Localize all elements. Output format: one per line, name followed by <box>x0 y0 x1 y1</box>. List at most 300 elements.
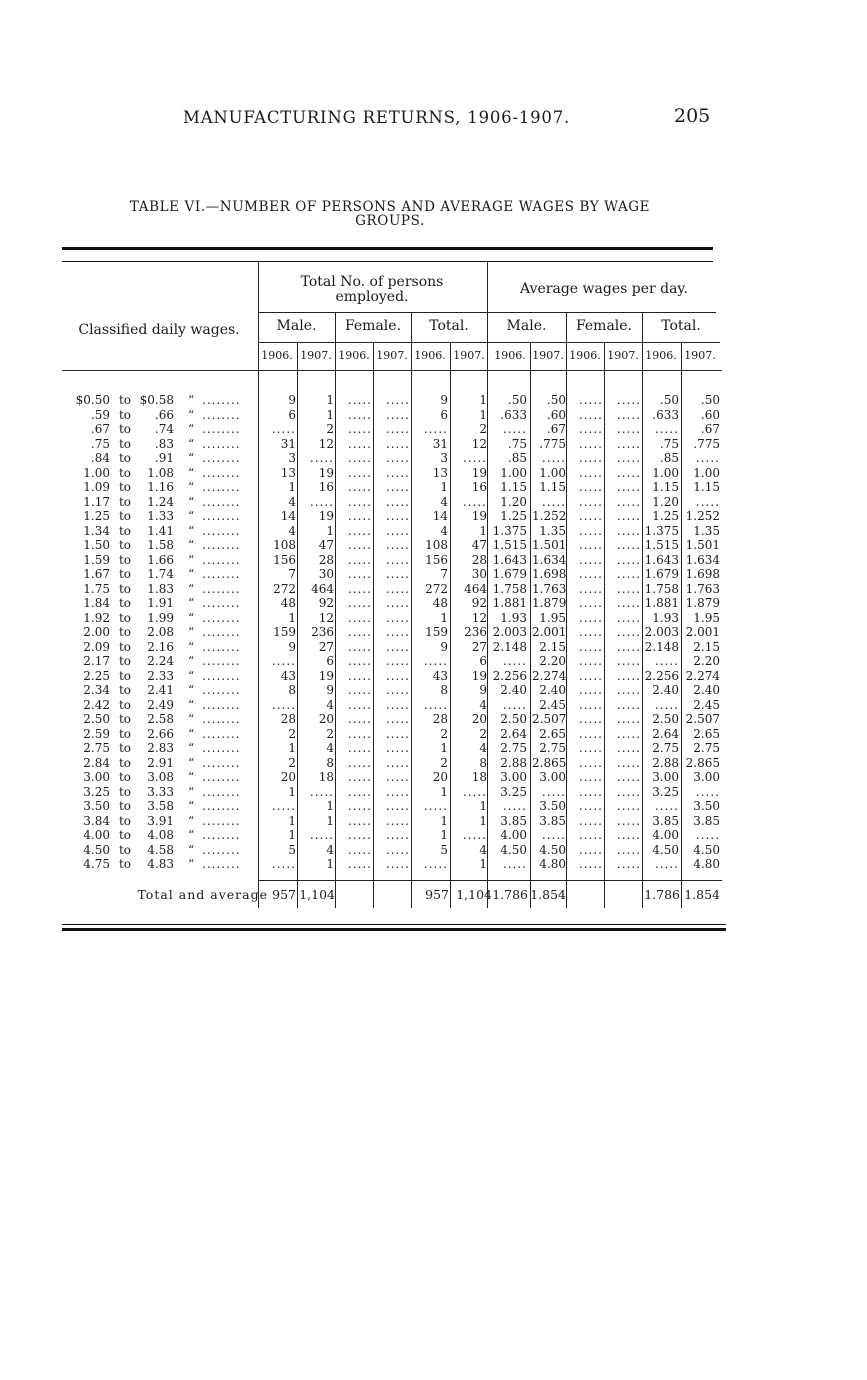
cell-f07: ..... <box>385 567 410 581</box>
wage-from: 2.50 <box>83 712 110 726</box>
cell-wm06: .50 <box>507 393 527 407</box>
ditto-mark: “ <box>188 422 195 436</box>
total-wt06: 1.786 <box>644 887 680 902</box>
wage-from: 1.59 <box>83 552 110 567</box>
cell-wt06: .75 <box>659 436 679 451</box>
wage-upper: 3.08 <box>147 770 174 784</box>
cell-m07: 20 <box>318 712 334 726</box>
leader-dots: ........ <box>202 596 241 610</box>
cell-wf06: ..... <box>578 552 603 567</box>
ditto-mark: “ <box>188 828 195 842</box>
cell-t07: 19 <box>471 668 487 683</box>
cell-m06: 31 <box>280 436 296 451</box>
cell-wt06: 3.25 <box>652 784 679 799</box>
cell-wf06: ..... <box>578 828 603 842</box>
cell-wt06: 2.003 <box>644 625 679 639</box>
cell-wt06: 2.256 <box>644 668 679 683</box>
cell-wf06: ..... <box>578 480 603 494</box>
ditto-mark: “ <box>188 813 195 828</box>
sub-header-wage-male: Male. <box>506 318 547 334</box>
cell-wf07: ..... <box>616 494 641 509</box>
leader-dots: ........ <box>202 465 241 480</box>
leader-dots: ........ <box>202 828 241 842</box>
cell-t06: 13 <box>432 465 448 480</box>
leader-dots: ........ <box>202 509 241 523</box>
cell-wm06: 1.643 <box>492 552 527 567</box>
cell-wm06: 4.00 <box>500 828 527 842</box>
cell-m07: 1 <box>326 523 334 538</box>
cell-f07: ..... <box>385 755 410 770</box>
ditto-mark: “ <box>188 393 195 407</box>
ditto-mark: “ <box>188 842 195 857</box>
leader-dots: ........ <box>202 755 241 770</box>
cell-m06: 108 <box>273 538 296 552</box>
wage-from: 3.50 <box>83 799 110 813</box>
leader-dots: ........ <box>202 726 241 741</box>
sub-header-wage-female: Female. <box>575 318 633 334</box>
cell-f06: ..... <box>347 436 372 451</box>
ditto-mark: “ <box>188 581 195 596</box>
cell-f06: ..... <box>347 407 372 422</box>
cell-wm06: 2.75 <box>500 741 527 755</box>
page-number: 205 <box>674 105 711 127</box>
ditto-mark: “ <box>188 465 195 480</box>
cell-m06: ..... <box>271 857 296 871</box>
cell-m07: 92 <box>318 596 334 610</box>
cell-wt06: ..... <box>654 654 679 668</box>
cell-wt07: 1.763 <box>685 581 720 596</box>
cell-t06: 1 <box>440 480 448 494</box>
wage-to: to <box>118 494 132 509</box>
ditto-mark: “ <box>188 654 195 668</box>
cell-f06: ..... <box>347 857 372 871</box>
cell-wt06: 1.25 <box>652 509 679 523</box>
ditto-mark: “ <box>188 697 195 712</box>
cell-t06: ..... <box>423 654 448 668</box>
wage-upper: 4.58 <box>147 842 174 857</box>
cell-t07: 1 <box>479 407 487 422</box>
leader-dots: ........ <box>202 407 241 422</box>
cell-t06: 14 <box>432 509 448 523</box>
wage-from: 1.92 <box>83 610 110 625</box>
cell-wm07: 1.00 <box>539 465 566 480</box>
cell-m07: 8 <box>326 755 334 770</box>
cell-wt07: ..... <box>695 828 720 842</box>
cell-m06: 8 <box>288 683 296 697</box>
cell-wt07: 1.15 <box>693 480 720 494</box>
cell-t07: 2 <box>479 422 487 436</box>
wage-from: 1.50 <box>83 538 110 552</box>
wage-upper: 2.91 <box>147 755 174 770</box>
cell-wt07: 3.50 <box>693 799 720 813</box>
total-line-top <box>258 880 722 881</box>
cell-t07: 1 <box>479 393 487 407</box>
cell-f06: ..... <box>347 755 372 770</box>
wage-upper: 1.83 <box>147 581 174 596</box>
cell-m07: 236 <box>311 625 334 639</box>
cell-f06: ..... <box>347 813 372 828</box>
cell-t06: 272 <box>425 581 448 596</box>
ditto-mark: “ <box>188 538 195 552</box>
cell-wt07: 2.75 <box>693 741 720 755</box>
cell-f07: ..... <box>385 683 410 697</box>
ditto-mark: “ <box>188 712 195 726</box>
wage-upper: 2.16 <box>147 639 174 654</box>
wage-from: 2.25 <box>83 668 110 683</box>
ditto-mark: “ <box>188 451 195 465</box>
cell-wm07: ..... <box>541 784 566 799</box>
cell-wt06: 2.88 <box>652 755 679 770</box>
cell-f07: ..... <box>385 407 410 422</box>
cell-t06: 5 <box>440 842 448 857</box>
leader-dots: ........ <box>202 799 241 813</box>
wage-to: to <box>118 509 132 523</box>
wage-to: to <box>118 741 132 755</box>
cell-wt07: .775 <box>693 436 720 451</box>
wage-upper: 2.08 <box>147 625 174 639</box>
cell-m07: ..... <box>309 828 334 842</box>
cell-wt07: 1.879 <box>685 596 720 610</box>
cell-m06: 4 <box>288 494 296 509</box>
wage-upper: 1.58 <box>147 538 174 552</box>
cell-wm07: 2.274 <box>532 668 567 683</box>
wage-to: to <box>118 407 132 422</box>
wage-to: to <box>118 712 132 726</box>
cell-t06: ..... <box>423 422 448 436</box>
cell-wf06: ..... <box>578 509 603 523</box>
cell-t06: 1 <box>440 610 448 625</box>
total-t07: 1,104 <box>456 887 492 902</box>
cell-wt06: 3.85 <box>652 813 679 828</box>
cell-wt07: 4.80 <box>693 857 720 871</box>
cell-wt07: 2.65 <box>693 726 720 741</box>
cell-f07: ..... <box>385 422 410 436</box>
cell-wm06: 2.003 <box>492 625 527 639</box>
cell-wf07: ..... <box>616 451 641 465</box>
cell-wt07: 1.35 <box>693 523 720 538</box>
ditto-mark: “ <box>188 596 195 610</box>
cell-t06: ..... <box>423 799 448 813</box>
wage-from: 2.34 <box>83 683 110 697</box>
cell-f06: ..... <box>347 799 372 813</box>
cell-wf07: ..... <box>616 393 641 407</box>
year-wage-female-1907: 1907. <box>607 349 639 362</box>
cell-wm07: 1.35 <box>539 523 566 538</box>
cell-wf07: ..... <box>616 712 641 726</box>
cell-t07: 6 <box>479 654 487 668</box>
cell-wf06: ..... <box>578 668 603 683</box>
cell-wm07: 1.879 <box>532 596 567 610</box>
year-female-1907: 1907. <box>376 349 408 362</box>
wage-upper: 4.83 <box>147 857 174 871</box>
leader-dots: ........ <box>202 813 241 828</box>
wage-to: to <box>118 567 132 581</box>
wage-upper: 1.99 <box>147 610 174 625</box>
wage-upper: 1.33 <box>147 509 174 523</box>
wage-from: 2.75 <box>83 741 110 755</box>
cell-f07: ..... <box>385 828 410 842</box>
header-line-years <box>258 342 720 343</box>
wage-to: to <box>118 726 132 741</box>
cell-m07: ..... <box>309 784 334 799</box>
cell-m06: 48 <box>280 596 296 610</box>
cell-t07: 1 <box>479 813 487 828</box>
cell-wf07: ..... <box>616 857 641 871</box>
cell-f07: ..... <box>385 523 410 538</box>
cell-wm07: 2.65 <box>539 726 566 741</box>
cell-wt07: 3.85 <box>693 813 720 828</box>
year-male-1907: 1907. <box>300 349 332 362</box>
cell-wf06: ..... <box>578 625 603 639</box>
cell-wm07: 1.15 <box>539 480 566 494</box>
cell-wt06: 1.93 <box>652 610 679 625</box>
wage-to: to <box>118 683 132 697</box>
cell-wf06: ..... <box>578 393 603 407</box>
leader-dots: ........ <box>202 436 241 451</box>
cell-wt06: 1.15 <box>652 480 679 494</box>
cell-wt06: 2.64 <box>652 726 679 741</box>
cell-wt06: 2.148 <box>644 639 679 654</box>
wage-to: to <box>118 625 132 639</box>
cell-m07: 6 <box>326 654 334 668</box>
caption-line-1: TABLE VI.—NUMBER OF PERSONS AND AVERAGE WAGES BY WAGE <box>129 199 651 215</box>
ditto-mark: “ <box>188 639 195 654</box>
cell-wm07: ..... <box>541 494 566 509</box>
cell-m06: 13 <box>280 465 296 480</box>
cell-f06: ..... <box>347 610 372 625</box>
cell-wf06: ..... <box>578 451 603 465</box>
wage-to: to <box>118 842 132 857</box>
cell-t07: 28 <box>471 552 487 567</box>
cell-wt07: .60 <box>700 407 720 422</box>
year-wage-female-1906: 1906. <box>569 349 601 362</box>
cell-t07: 1 <box>479 523 487 538</box>
cell-wt07: 2.20 <box>693 654 720 668</box>
cell-wm06: .633 <box>500 407 527 422</box>
wage-from: 1.75 <box>83 581 110 596</box>
leader-dots: ........ <box>202 784 241 799</box>
leader-dots: ........ <box>202 393 241 407</box>
ditto-mark: “ <box>188 683 195 697</box>
cell-m07: 19 <box>318 465 334 480</box>
sub-header-female: Female. <box>344 318 402 334</box>
wage-upper: 1.41 <box>147 523 174 538</box>
wage-to: to <box>118 639 132 654</box>
wage-upper: 1.16 <box>147 480 174 494</box>
cell-wm06: 1.375 <box>492 523 527 538</box>
cell-m06: 4 <box>288 523 296 538</box>
cell-wf07: ..... <box>616 639 641 654</box>
cell-f07: ..... <box>385 465 410 480</box>
cell-wf07: ..... <box>616 610 641 625</box>
cell-m07: 1 <box>326 857 334 871</box>
ditto-mark: “ <box>188 770 195 784</box>
sub-header-wage-total: Total. <box>661 318 701 334</box>
ditto-mark: “ <box>188 480 195 494</box>
cell-m06: 159 <box>273 625 296 639</box>
cell-m07: 2 <box>326 422 334 436</box>
bottom-thin-rule <box>62 924 726 925</box>
cell-m06: 9 <box>288 639 296 654</box>
cell-wf06: ..... <box>578 697 603 712</box>
cell-f06: ..... <box>347 741 372 755</box>
cell-wf06: ..... <box>578 436 603 451</box>
cell-wf06: ..... <box>578 581 603 596</box>
wage-to: to <box>118 465 132 480</box>
cell-t06: ..... <box>423 697 448 712</box>
wage-upper: 2.49 <box>147 697 174 712</box>
row-header: Classified daily wages. <box>78 322 240 338</box>
cell-t07: ..... <box>462 828 487 842</box>
year-total-1907: 1907. <box>453 349 485 362</box>
wage-to: to <box>118 610 132 625</box>
ditto-mark: “ <box>188 407 195 422</box>
sub-header-total: Total. <box>429 318 469 334</box>
cell-m07: 1 <box>326 813 334 828</box>
cell-wt07: 3.00 <box>693 770 720 784</box>
cell-wf07: ..... <box>616 596 641 610</box>
cell-f06: ..... <box>347 639 372 654</box>
year-male-1906: 1906. <box>261 349 293 362</box>
year-female-1906: 1906. <box>338 349 370 362</box>
cell-wt07: 2.40 <box>693 683 720 697</box>
cell-m06: 20 <box>280 770 296 784</box>
wage-upper: 3.33 <box>147 784 174 799</box>
cell-wf07: ..... <box>616 799 641 813</box>
cell-wm07: 1.698 <box>532 567 567 581</box>
cell-wm06: 1.758 <box>492 581 527 596</box>
cell-wt07: 1.501 <box>685 538 720 552</box>
cell-wf06: ..... <box>578 770 603 784</box>
cell-m07: 9 <box>326 683 334 697</box>
cell-wf07: ..... <box>616 567 641 581</box>
cell-m07: ..... <box>309 494 334 509</box>
cell-wm07: 3.50 <box>539 799 566 813</box>
ditto-mark: “ <box>188 784 195 799</box>
leader-dots: ........ <box>202 654 241 668</box>
wage-to: to <box>118 581 132 596</box>
cell-wt07: ..... <box>695 451 720 465</box>
cell-f07: ..... <box>385 581 410 596</box>
sub-header-male: Male. <box>276 318 317 334</box>
cell-m07: 18 <box>318 770 334 784</box>
leader-dots: ........ <box>202 697 241 712</box>
cell-wt07: 4.50 <box>693 842 720 857</box>
leader-dots: ........ <box>202 639 241 654</box>
leader-dots: ........ <box>202 770 241 784</box>
cell-m06: ..... <box>271 654 296 668</box>
cell-f06: ..... <box>347 480 372 494</box>
ditto-mark: “ <box>188 610 195 625</box>
cell-m07: 464 <box>311 581 334 596</box>
cell-wm06: .75 <box>507 436 527 451</box>
total-m06: 957 <box>272 887 296 902</box>
wage-upper: 2.24 <box>147 654 174 668</box>
cell-m06: 5 <box>288 842 296 857</box>
cell-t06: 20 <box>432 770 448 784</box>
cell-wm06: 1.679 <box>492 567 527 581</box>
cell-wt06: 1.00 <box>652 465 679 480</box>
cell-wf06: ..... <box>578 465 603 480</box>
wage-upper: 2.58 <box>147 712 174 726</box>
group-header-wages: Average wages per day. <box>520 281 688 297</box>
cell-f07: ..... <box>385 436 410 451</box>
cell-wm07: 1.501 <box>532 538 567 552</box>
cell-f06: ..... <box>347 726 372 741</box>
wage-upper: 3.91 <box>147 813 174 828</box>
cell-t06: 48 <box>432 596 448 610</box>
cell-wm06: ..... <box>502 654 527 668</box>
cell-f07: ..... <box>385 393 410 407</box>
cell-m07: 27 <box>318 639 334 654</box>
cell-wt06: 4.50 <box>652 842 679 857</box>
cell-m06: 1 <box>288 784 296 799</box>
cell-wm06: 1.515 <box>492 538 527 552</box>
cell-m07: 16 <box>318 480 334 494</box>
cell-t06: 43 <box>432 668 448 683</box>
wage-upper: .83 <box>154 436 174 451</box>
cell-wf07: ..... <box>616 581 641 596</box>
cell-wt07: 1.95 <box>693 610 720 625</box>
cell-m06: 9 <box>288 393 296 407</box>
cell-wf06: ..... <box>578 683 603 697</box>
cell-wm06: 1.93 <box>500 610 527 625</box>
cell-f06: ..... <box>347 697 372 712</box>
cell-wm07: 2.507 <box>532 712 567 726</box>
leader-dots: ........ <box>202 741 241 755</box>
cell-f06: ..... <box>347 393 372 407</box>
cell-wm07: ..... <box>541 451 566 465</box>
cell-wf07: ..... <box>616 552 641 567</box>
cell-wm07: .67 <box>546 422 566 436</box>
cell-m06: 1 <box>288 480 296 494</box>
cell-m06: 272 <box>273 581 296 596</box>
year-wage-total-1907: 1907. <box>684 349 716 362</box>
cell-wf07: ..... <box>616 741 641 755</box>
wage-to: to <box>118 552 132 567</box>
wage-from: 4.75 <box>83 857 110 871</box>
cell-wt06: .85 <box>659 451 679 465</box>
cell-wm06: 3.85 <box>500 813 527 828</box>
wage-upper: 2.41 <box>147 683 174 697</box>
cell-t07: 30 <box>471 567 487 581</box>
cell-t07: 12 <box>471 610 487 625</box>
total-wt07: 1.854 <box>684 887 720 902</box>
cell-t07: 12 <box>471 436 487 451</box>
cell-f06: ..... <box>347 523 372 538</box>
cell-wf07: ..... <box>616 828 641 842</box>
cell-wm06: 2.256 <box>492 668 527 683</box>
cell-m06: 28 <box>280 712 296 726</box>
wage-from: 2.42 <box>83 697 110 712</box>
cell-f06: ..... <box>347 538 372 552</box>
wage-upper: 4.08 <box>147 828 174 842</box>
cell-t06: 28 <box>432 712 448 726</box>
cell-wm07: 4.80 <box>539 857 566 871</box>
cell-wt07: .50 <box>700 393 720 407</box>
cell-t06: 31 <box>432 436 448 451</box>
cell-wm07: .775 <box>539 436 566 451</box>
cell-wt07: 1.252 <box>685 509 720 523</box>
wage-to: to <box>118 451 132 465</box>
col-sep-wm <box>530 342 531 908</box>
cell-m07: 12 <box>318 610 334 625</box>
cell-wf06: ..... <box>578 639 603 654</box>
wage-from: 2.17 <box>83 654 110 668</box>
wage-from: 2.59 <box>83 726 110 741</box>
cell-m06: 1 <box>288 741 296 755</box>
cell-t06: 3 <box>440 451 448 465</box>
